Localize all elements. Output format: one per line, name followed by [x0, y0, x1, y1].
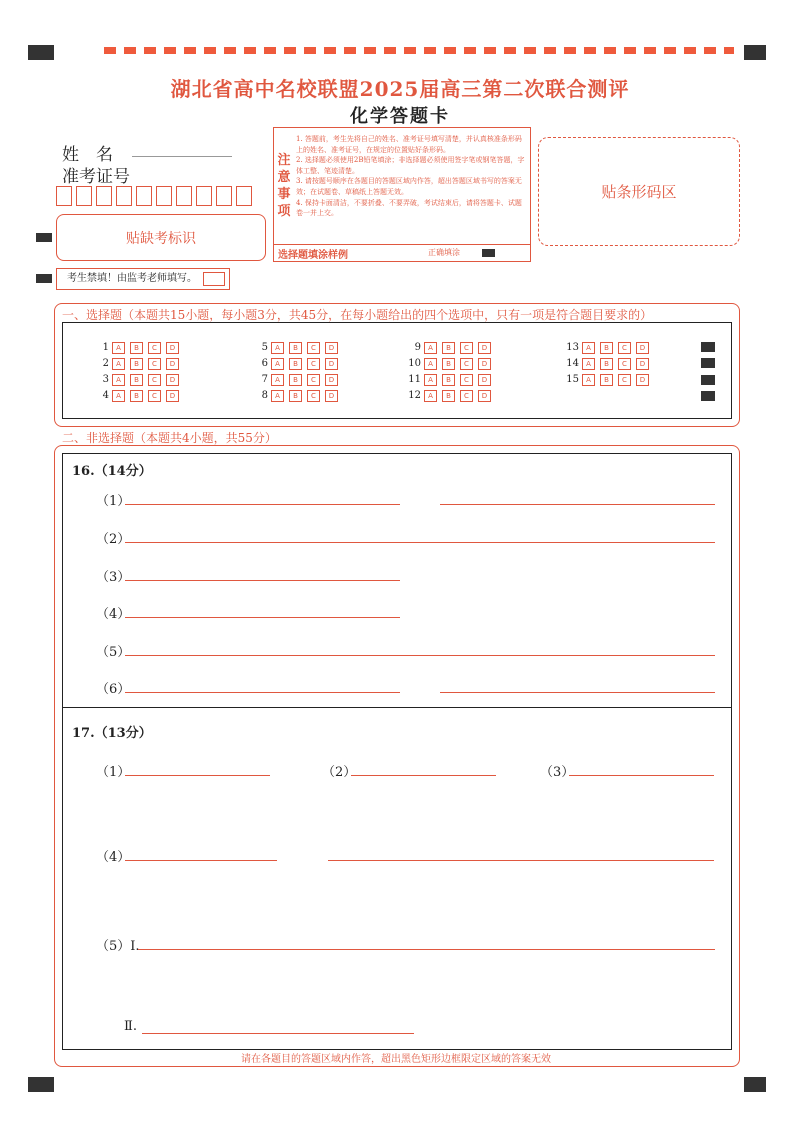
mc-option-bubble[interactable]: B: [289, 358, 302, 370]
question-divider: [62, 707, 732, 708]
id-digit-box[interactable]: [96, 186, 112, 206]
q17-answer-line[interactable]: [351, 775, 496, 776]
mc-option-bubble[interactable]: C: [460, 358, 473, 370]
proctor-note: [56, 268, 230, 290]
mc-option-bubble[interactable]: D: [636, 358, 649, 370]
mc-question-number: 14: [566, 358, 579, 369]
mc-option-bubble[interactable]: B: [289, 374, 302, 386]
q17-title: 17.（13分）: [72, 726, 152, 741]
mc-option-bubble[interactable]: B: [130, 342, 143, 354]
missing-exam-label: 贴缺考标识: [126, 230, 196, 247]
notice-item: 2. 选择题必须使用2B铅笔填涂；非选择题必须使用签字笔或钢笔答题，字体工整、笔迹清楚。: [296, 156, 525, 175]
timing-mark: [701, 358, 715, 368]
mc-option-bubble[interactable]: A: [582, 374, 595, 386]
mc-question: [252, 374, 343, 386]
q16-answer-line[interactable]: [125, 692, 400, 693]
q16-answer-line[interactable]: [125, 580, 400, 581]
mc-question: [563, 374, 654, 386]
q17-answer-line[interactable]: [569, 775, 714, 776]
missing-exam-sticker-area: [56, 214, 266, 261]
mc-option-bubble[interactable]: A: [271, 390, 284, 402]
mc-option-bubble[interactable]: A: [424, 342, 437, 354]
mc-question: [252, 390, 343, 402]
notice-items: [296, 134, 526, 219]
q17-answer-line[interactable]: [125, 775, 270, 776]
mc-option-bubble[interactable]: C: [148, 358, 161, 370]
id-digit-box[interactable]: [116, 186, 132, 206]
mc-question-number: 1: [102, 342, 109, 353]
fill-sample-label: 选择题填涂样例: [278, 250, 348, 261]
notice-heading: 注 意 事 项: [277, 153, 291, 219]
mc-question-number: 13: [566, 342, 579, 353]
mc-question-number: 2: [102, 358, 109, 369]
barcode-label: 贴条形码区: [601, 183, 677, 201]
mc-option-bubble[interactable]: D: [478, 358, 491, 370]
q16-answer-line[interactable]: [125, 617, 400, 618]
mc-question: [252, 342, 343, 354]
section1-header: 一、选择题（本题共15小题，每小题3分，共45分，在每小题给出的四个选项中，只有一项是符合题目要求的）: [62, 308, 653, 322]
mc-option-bubble[interactable]: C: [460, 390, 473, 402]
name-field[interactable]: [132, 156, 232, 157]
mc-question: [405, 374, 496, 386]
multiple-choice-grid: [62, 322, 732, 419]
q16-part-label: （5）: [96, 645, 131, 660]
timing-mark: [701, 342, 715, 352]
mc-option-bubble[interactable]: A: [112, 342, 125, 354]
notice-item: 4. 保持卡面清洁，不要折叠、不要弄破，考试结束后，请将答题卡、试题卷一并上交。: [296, 198, 522, 218]
q16-answer-line[interactable]: [125, 504, 400, 505]
q17-part-label: （2）: [322, 765, 357, 780]
mc-option-bubble[interactable]: C: [307, 358, 320, 370]
notice-box: [273, 127, 531, 262]
mc-question: [563, 358, 654, 370]
mc-question: [405, 390, 496, 402]
mc-option-bubble[interactable]: D: [636, 342, 649, 354]
q16-answer-line[interactable]: [125, 542, 715, 543]
q17-answer-line[interactable]: [328, 860, 714, 861]
barcode-area: [538, 137, 740, 246]
mc-question: [93, 342, 184, 354]
footer-note: 请在各题目的答题区域内作答，超出黑色矩形边框限定区域的答案无效: [241, 1054, 551, 1065]
id-digit-box[interactable]: [216, 186, 232, 206]
mc-option-bubble[interactable]: B: [130, 358, 143, 370]
page-subtitle: 化学答题卡: [350, 106, 450, 127]
mc-question-number: 9: [414, 342, 421, 353]
mc-question-number: 15: [566, 374, 579, 385]
mc-option-bubble[interactable]: A: [112, 358, 125, 370]
id-label: 准考证号: [62, 167, 130, 187]
name-label: 姓 名: [62, 145, 113, 165]
mc-option-bubble[interactable]: C: [148, 374, 161, 386]
mc-question: [405, 342, 496, 354]
mc-question-number: 4: [102, 390, 109, 401]
alignment-mark-top-right: [744, 45, 766, 60]
mc-option-bubble[interactable]: A: [271, 374, 284, 386]
q16-part-label: （1）: [96, 494, 131, 509]
mc-option-bubble[interactable]: C: [307, 374, 320, 386]
mc-option-bubble[interactable]: B: [442, 342, 455, 354]
mc-option-bubble[interactable]: D: [325, 358, 338, 370]
mc-option-bubble[interactable]: D: [166, 374, 179, 386]
correct-fill-sample: [482, 249, 495, 257]
id-digit-box[interactable]: [156, 186, 172, 206]
id-digit-box[interactable]: [56, 186, 72, 206]
mc-question: [252, 358, 343, 370]
mc-option-bubble[interactable]: C: [618, 374, 631, 386]
notice-item: 1. 答题前，考生先将自己的姓名、准考证号填写清楚，并认真核准条形码上的姓名、准考证号，在规定的位置贴好条形码。: [296, 135, 522, 154]
mc-question-number: 7: [261, 374, 268, 385]
mc-option-bubble[interactable]: C: [148, 342, 161, 354]
alignment-mark-bottom-left: [28, 1077, 54, 1092]
mc-option-bubble[interactable]: A: [271, 342, 284, 354]
mc-option-bubble[interactable]: C: [618, 358, 631, 370]
mc-question: [93, 358, 184, 370]
q17-part-label: （4）: [96, 850, 131, 865]
mc-option-bubble[interactable]: C: [460, 342, 473, 354]
q16-answer-line[interactable]: [440, 692, 715, 693]
notice-item: 3. 请按题号顺序在各题目的答题区域内作答，超出答题区域书写的答案无效；在试题卷、草稿纸上答题无效。: [296, 177, 522, 196]
mc-option-bubble[interactable]: A: [271, 358, 284, 370]
mc-question: [563, 342, 654, 354]
mc-option-bubble[interactable]: B: [289, 390, 302, 402]
mc-option-bubble[interactable]: A: [424, 390, 437, 402]
mc-option-bubble[interactable]: B: [442, 358, 455, 370]
mc-question-number: 8: [261, 390, 268, 401]
section2-header: 二、非选择题（本题共4小题，共55分）: [62, 431, 277, 445]
mc-option-bubble[interactable]: A: [582, 358, 595, 370]
mc-option-bubble[interactable]: B: [130, 374, 143, 386]
mc-option-bubble[interactable]: B: [442, 390, 455, 402]
mc-option-bubble[interactable]: D: [166, 358, 179, 370]
id-digit-box[interactable]: [236, 186, 252, 206]
mc-option-bubble[interactable]: C: [307, 342, 320, 354]
side-mark-1: [36, 233, 52, 242]
mc-option-bubble[interactable]: D: [325, 390, 338, 402]
q17-part-label: Ⅱ.: [124, 1019, 137, 1034]
timing-track: [104, 47, 734, 54]
mc-option-bubble[interactable]: C: [460, 374, 473, 386]
q16-answer-line[interactable]: [440, 504, 715, 505]
id-digit-box[interactable]: [176, 186, 192, 206]
q17-part-label: （1）: [96, 765, 131, 780]
id-digit-box[interactable]: [76, 186, 92, 206]
mc-question: [93, 374, 184, 386]
id-digit-box[interactable]: [136, 186, 152, 206]
mc-option-bubble[interactable]: D: [478, 342, 491, 354]
proctor-checkbox[interactable]: [203, 272, 225, 286]
mc-option-bubble[interactable]: A: [112, 374, 125, 386]
page-title: 湖北省高中名校联盟2025届高三第二次联合测评: [170, 77, 630, 101]
q16-answer-line[interactable]: [125, 655, 715, 656]
mc-option-bubble[interactable]: B: [289, 342, 302, 354]
mc-option-bubble[interactable]: D: [325, 374, 338, 386]
correct-fill-label: 正确填涂: [428, 248, 460, 257]
mc-question-number: 3: [102, 374, 109, 385]
q17-part-label: （5）Ⅰ.: [96, 939, 140, 954]
mc-option-bubble[interactable]: D: [636, 374, 649, 386]
q17-answer-line[interactable]: [125, 860, 277, 861]
mc-option-bubble[interactable]: D: [166, 390, 179, 402]
mc-option-bubble[interactable]: A: [424, 358, 437, 370]
mc-option-bubble[interactable]: B: [600, 358, 613, 370]
mc-option-bubble[interactable]: B: [600, 342, 613, 354]
q17-answer-line[interactable]: [142, 1033, 414, 1034]
timing-mark: [701, 391, 715, 401]
mc-question-number: 5: [261, 342, 268, 353]
mc-question: [93, 390, 184, 402]
mc-option-bubble[interactable]: D: [478, 390, 491, 402]
mc-option-bubble[interactable]: B: [130, 390, 143, 402]
q17-answer-line[interactable]: [138, 949, 715, 950]
mc-question-number: 12: [408, 390, 421, 401]
q16-title: 16.（14分）: [72, 464, 152, 479]
proctor-note-text: 考生禁填！由监考老师填写。: [67, 273, 197, 284]
mc-option-bubble[interactable]: B: [442, 374, 455, 386]
mc-option-bubble[interactable]: C: [307, 390, 320, 402]
fill-sample-row: [274, 244, 530, 262]
side-mark-2: [36, 274, 52, 283]
mc-option-bubble[interactable]: A: [112, 390, 125, 402]
mc-question-number: 11: [408, 374, 421, 385]
mc-question: [405, 358, 496, 370]
q16-part-label: （3）: [96, 570, 131, 585]
id-digit-box[interactable]: [196, 186, 212, 206]
mc-option-bubble[interactable]: B: [600, 374, 613, 386]
q16-part-label: （6）: [96, 682, 131, 697]
mc-option-bubble[interactable]: A: [582, 342, 595, 354]
timing-mark: [701, 375, 715, 385]
mc-option-bubble[interactable]: D: [166, 342, 179, 354]
alignment-mark-bottom-right: [744, 1077, 766, 1092]
mc-option-bubble[interactable]: A: [424, 374, 437, 386]
q17-part-label: （3）: [540, 765, 575, 780]
mc-question-number: 6: [261, 358, 268, 369]
mc-option-bubble[interactable]: C: [148, 390, 161, 402]
mc-option-bubble[interactable]: D: [478, 374, 491, 386]
mc-question-number: 10: [408, 358, 421, 369]
mc-option-bubble[interactable]: C: [618, 342, 631, 354]
alignment-mark-top-left: [28, 45, 54, 60]
q16-part-label: （2）: [96, 532, 131, 547]
q16-part-label: （4）: [96, 607, 131, 622]
mc-option-bubble[interactable]: D: [325, 342, 338, 354]
